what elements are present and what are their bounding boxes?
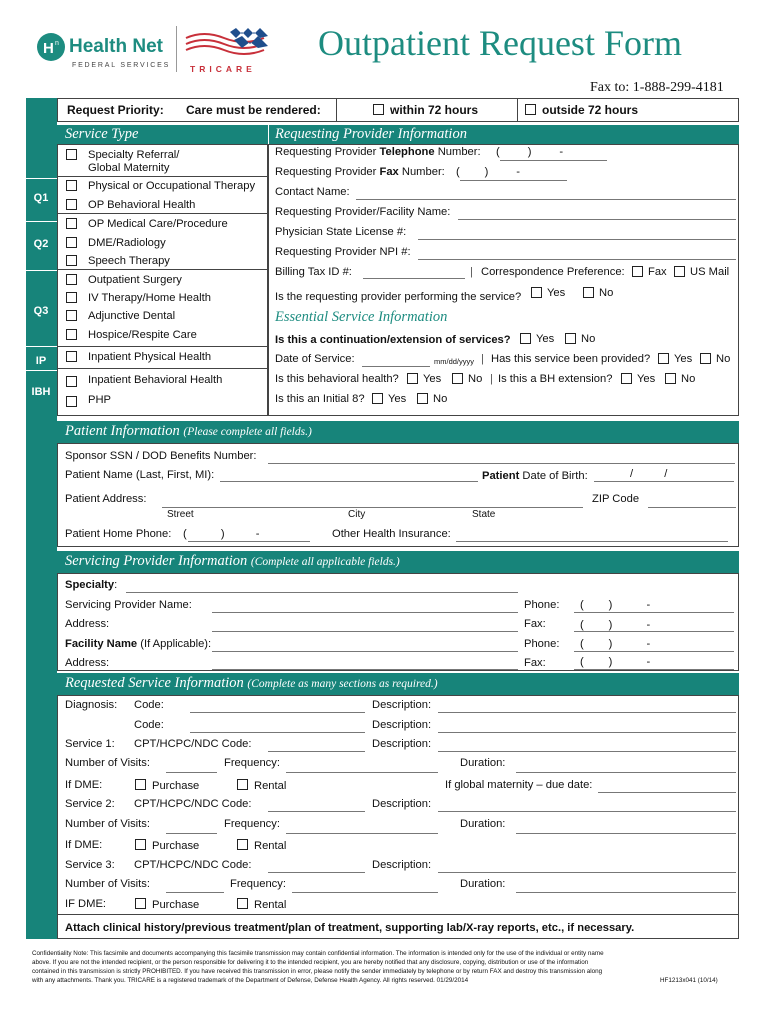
service-item: Outpatient Surgery <box>88 274 182 286</box>
provided-yes-label: Yes <box>674 353 693 365</box>
service-item: Global Maternity <box>88 162 170 174</box>
bh-ext-no-checkbox[interactable] <box>665 373 676 384</box>
initial8-yes-label: Yes <box>388 393 407 405</box>
divider <box>57 914 739 915</box>
service3-visits-field[interactable] <box>166 892 224 893</box>
tricare-logo <box>184 26 278 74</box>
tricare-wordmark: TRICARE <box>190 64 256 74</box>
servicing-phone-label: Phone: <box>524 599 560 611</box>
page-title: Outpatient Request Form <box>318 23 682 63</box>
performing-no-checkbox[interactable] <box>583 287 594 298</box>
specialty-referral-checkbox[interactable] <box>66 149 77 160</box>
service-item: OP Medical Care/Procedure <box>88 218 228 230</box>
visits-label: Number of Visits: <box>65 757 150 769</box>
service-item: PHP <box>88 394 112 406</box>
visits-label: Number of Visits: <box>65 878 150 890</box>
healthnet-logo-icon <box>36 32 66 62</box>
home-phone-label: Patient Home Phone: <box>65 528 172 540</box>
within-72-label: within 72 hours <box>390 103 479 117</box>
frequency-label: Frequency: <box>230 878 286 890</box>
phone-paren: ( ) - <box>496 146 564 158</box>
outside-72-checkbox[interactable] <box>525 104 536 115</box>
other-insurance-field[interactable] <box>456 541 728 542</box>
service-item: Adjunctive Dental <box>88 310 176 322</box>
sidebar-divider <box>26 346 57 347</box>
diag-code-label: Code: <box>134 719 164 731</box>
telephone-label: Requesting Provider Telephone Number: <box>275 146 481 158</box>
frequency-label: Frequency: <box>224 818 280 830</box>
diag-desc-field-2[interactable] <box>438 732 736 733</box>
service-type-title: Service Type <box>65 126 139 142</box>
cpt-label: CPT/HCPC/NDC Code: <box>134 738 252 750</box>
svg-text:n: n <box>55 40 59 47</box>
divider <box>268 125 269 144</box>
ssn-field[interactable] <box>268 463 735 464</box>
cpt-label: CPT/HCPC/NDC Code: <box>134 859 252 871</box>
bh-extension-label: Is this a BH extension? <box>498 373 613 385</box>
servicing-title: Servicing Provider Information (Complete all applicable fields.) <box>65 553 400 569</box>
service2-desc-field[interactable] <box>438 811 736 812</box>
service-item: Physical or Occupational Therapy <box>88 180 256 192</box>
continuation-no-label: No <box>581 333 596 345</box>
service2-rental-checkbox[interactable] <box>237 839 248 850</box>
corr-fax-checkbox[interactable] <box>632 266 643 277</box>
service-item: IV Therapy/Home Health <box>88 292 211 304</box>
purchase-label: Purchase <box>152 899 200 911</box>
servicing-fax-paren: ( ) - <box>580 619 651 631</box>
global-maternity-field[interactable] <box>598 792 736 793</box>
service-item: OP Behavioral Health <box>88 199 196 211</box>
npi-field[interactable] <box>418 259 736 260</box>
service-item: DME/Radiology <box>88 237 166 249</box>
specialty-field[interactable] <box>126 592 518 593</box>
provided-no-checkbox[interactable] <box>700 353 711 364</box>
frequency-label: Frequency: <box>224 757 280 769</box>
service3-cpt-field[interactable] <box>268 872 365 873</box>
contact-name-field[interactable] <box>356 199 736 200</box>
tax-id-field[interactable] <box>363 278 465 279</box>
continuation-label: Is this a continuation/extension of services? <box>275 334 511 346</box>
servicing-phone-paren: ( ) - <box>580 599 651 611</box>
service-item: Inpatient Physical Health <box>88 351 212 363</box>
inpatient-behavioral-checkbox[interactable] <box>66 376 77 387</box>
npi-label: Requesting Provider NPI #: <box>275 246 411 258</box>
op-medical-checkbox[interactable] <box>66 218 77 229</box>
divider <box>57 269 268 270</box>
dob-slashes: / / <box>630 468 668 480</box>
service1-label: Service 1: <box>65 738 115 750</box>
facility-label: Facility Name (If Applicable): <box>65 638 212 650</box>
hospice-checkbox[interactable] <box>66 329 77 340</box>
facility-address-label: Address: <box>65 657 110 669</box>
servicing-name-label: Servicing Provider Name: <box>65 599 192 611</box>
patient-title: Patient Information (Please complete all fields.) <box>65 423 312 439</box>
logo-name: Health Net <box>69 36 163 57</box>
speech-therapy-checkbox[interactable] <box>66 255 77 266</box>
patient-address-field[interactable] <box>162 507 583 508</box>
corr-mail-label: US Mail <box>690 266 730 278</box>
sidebar-divider <box>26 270 57 271</box>
service3-rental-checkbox[interactable] <box>237 898 248 909</box>
servicing-fax-label: Fax: <box>524 618 546 630</box>
service3-desc-field[interactable] <box>438 872 736 873</box>
rental-label: Rental <box>254 780 287 792</box>
service1-frequency-field[interactable] <box>286 772 438 773</box>
initial8-no-label: No <box>433 393 448 405</box>
separator: | <box>490 373 493 385</box>
service2-purchase-checkbox[interactable] <box>135 839 146 850</box>
if-dme-label: If DME: <box>65 839 103 851</box>
facility-phone-field[interactable] <box>574 651 734 652</box>
iv-therapy-checkbox[interactable] <box>66 292 77 303</box>
diag-code-label: Code: <box>134 699 164 711</box>
specialty-label: Specialty: <box>65 579 118 591</box>
bh-yes-checkbox[interactable] <box>407 373 418 384</box>
servicing-fax-field[interactable] <box>574 631 734 632</box>
bh-no-label: No <box>468 373 483 385</box>
service1-duration-field[interactable] <box>516 772 736 773</box>
date-of-service-field[interactable] <box>362 366 430 367</box>
patient-name-label: Patient Name (Last, First, MI): <box>65 469 215 481</box>
service2-label: Service 2: <box>65 798 115 810</box>
diag-code-field-2[interactable] <box>190 732 365 733</box>
op-behavioral-checkbox[interactable] <box>66 199 77 210</box>
city-hint: City <box>348 509 366 520</box>
service1-cpt-field[interactable] <box>268 751 365 752</box>
confidentiality-line: above. If you are not the intended recipient, or the person responsible for delivering it to the intended recipient, you are hereby notified that any disclosure, copying, distribution or use of the information <box>32 959 589 966</box>
dob-field[interactable] <box>594 481 734 482</box>
diag-desc-label: Description: <box>372 699 432 711</box>
service2-frequency-field[interactable] <box>286 833 438 834</box>
continuation-yes-checkbox[interactable] <box>520 333 531 344</box>
bh-yes-label: Yes <box>423 373 442 385</box>
separator: | <box>470 266 473 278</box>
diagnosis-label: Diagnosis: <box>65 699 118 711</box>
requested-title: Requested Service Information (Complete as many sections as required.) <box>65 675 438 691</box>
confidentiality-line: contained in this transmission is strictly PROHIBITED. If you have received this transmission in error, please notify the sender immediately by telephone or by return FAX and destroy this transmission along <box>32 968 603 975</box>
facility-fax-field[interactable] <box>574 669 734 670</box>
rental-label: Rental <box>254 899 287 911</box>
service3-purchase-checkbox[interactable] <box>135 898 146 909</box>
performing-yes-checkbox[interactable] <box>531 287 542 298</box>
sidebar <box>26 98 57 939</box>
servicing-name-field[interactable] <box>212 612 518 613</box>
continuation-yes-label: Yes <box>536 333 555 345</box>
service2-desc-label: Description: <box>372 798 432 810</box>
patient-address-label: Patient Address: <box>65 493 147 505</box>
facility-fax-label: Fax: <box>524 657 546 669</box>
logo-divider <box>176 26 177 72</box>
facility-phone-label: Phone: <box>524 638 560 650</box>
outside-72-label: outside 72 hours <box>542 103 639 117</box>
bh-no-checkbox[interactable] <box>452 373 463 384</box>
if-dme-label: IF DME: <box>65 898 107 910</box>
purchase-label: Purchase <box>152 840 200 852</box>
divider <box>57 346 268 347</box>
divider <box>517 98 518 122</box>
service2-duration-field[interactable] <box>516 833 736 834</box>
form-code: HF1213x041 (10/14) <box>660 977 718 984</box>
sidebar-divider <box>26 370 57 371</box>
dob-label: Patient Date of Birth: <box>482 470 588 482</box>
service2-cpt-field[interactable] <box>268 811 365 812</box>
tax-id-label: Billing Tax ID #: <box>275 266 352 278</box>
confidentiality-line: Confidentiality Note: This facsimile and documents accompanying this facsimile transmission may contain confidential information. The information is intended only for the use of the individual or entity name <box>32 950 604 957</box>
servicing-phone-field[interactable] <box>574 612 734 613</box>
divider <box>57 213 268 214</box>
street-hint: Street <box>167 509 194 520</box>
service-item: Hospice/Respite Care <box>88 329 197 341</box>
continuation-no-checkbox[interactable] <box>565 333 576 344</box>
group-q2: Q2 <box>33 238 49 250</box>
service1-purchase-checkbox[interactable] <box>135 779 146 790</box>
rental-label: Rental <box>254 840 287 852</box>
attach-note: Attach clinical history/previous treatment/plan of treatment, supporting lab/X-ray reports, etc., if necessary. <box>65 922 635 934</box>
performing-no-label: No <box>599 287 614 299</box>
group-q3: Q3 <box>33 305 49 317</box>
home-phone-paren: ( ) - <box>183 528 260 540</box>
divider <box>57 176 268 177</box>
outpatient-surgery-checkbox[interactable] <box>66 274 77 285</box>
performing-label: Is the requesting provider performing the service? <box>275 291 522 303</box>
diag-desc-label: Description: <box>372 719 432 731</box>
priority-label: Request Priority: <box>67 103 164 117</box>
service3-duration-field[interactable] <box>516 892 736 893</box>
svg-text:H: H <box>43 40 54 57</box>
priority-care-label: Care must be rendered: <box>186 103 321 117</box>
zip-label: ZIP Code <box>592 493 640 505</box>
bh-ext-yes-checkbox[interactable] <box>621 373 632 384</box>
adjunctive-dental-checkbox[interactable] <box>66 310 77 321</box>
facility-name-field[interactable] <box>458 219 736 220</box>
fax-paren: ( ) - <box>456 166 521 178</box>
separator: | <box>481 353 484 365</box>
initial8-yes-checkbox[interactable] <box>372 393 383 404</box>
bh-ext-no-label: No <box>681 373 696 385</box>
requesting-fax-field[interactable] <box>460 180 567 181</box>
initial8-label: Is this an Initial 8? <box>275 393 365 405</box>
within-72-checkbox[interactable] <box>373 104 384 115</box>
divider <box>57 368 268 369</box>
provided-no-label: No <box>716 353 731 365</box>
service3-frequency-field[interactable] <box>292 892 438 893</box>
confidentiality-line: with any attachments. Thank you. TRICARE is a registered trademark of the Department of Defense, Defense Health Agency. All rights reserved. 01/29/2014 <box>32 977 469 984</box>
duration-label: Duration: <box>460 818 506 830</box>
sidebar-divider <box>26 178 57 179</box>
divider <box>336 98 337 122</box>
ssn-label: Sponsor SSN / DOD Benefits Number: <box>65 450 257 462</box>
servicing-address-field[interactable] <box>212 631 518 632</box>
global-maternity-label: If global maternity – due date: <box>445 779 593 791</box>
service-item: Specialty Referral/ <box>88 149 180 161</box>
inpatient-physical-checkbox[interactable] <box>66 351 77 362</box>
service1-desc-label: Description: <box>372 738 432 750</box>
essential-title: Essential Service Information <box>275 309 448 325</box>
duration-label: Duration: <box>460 878 506 890</box>
facility-field[interactable] <box>212 651 518 652</box>
patient-name-field[interactable] <box>220 481 478 482</box>
home-phone-field[interactable] <box>188 541 310 542</box>
group-ip: IP <box>35 355 47 367</box>
service3-desc-label: Description: <box>372 859 432 871</box>
group-q1: Q1 <box>33 192 49 204</box>
pt-ot-checkbox[interactable] <box>66 180 77 191</box>
service2-visits-field[interactable] <box>166 833 217 834</box>
php-checkbox[interactable] <box>66 396 77 407</box>
corr-mail-checkbox[interactable] <box>674 266 685 277</box>
bh-label: Is this behavioral health? <box>275 373 399 385</box>
diag-code-field-1[interactable] <box>190 712 365 713</box>
logo-subtitle: FEDERAL SERVICES <box>72 62 171 69</box>
fax-label: Requesting Provider Fax Number: <box>275 166 445 178</box>
zip-field[interactable] <box>648 507 736 508</box>
provided-label: Has this service been provided? <box>491 353 651 365</box>
tricare-flag-icon <box>184 26 278 62</box>
other-insurance-label: Other Health Insurance: <box>332 528 451 540</box>
requesting-provider-title: Requesting Provider Information <box>275 126 467 142</box>
duration-label: Duration: <box>460 757 506 769</box>
bh-ext-yes-label: Yes <box>637 373 656 385</box>
facility-phone-paren: ( ) - <box>580 638 651 650</box>
state-hint: State <box>472 509 496 520</box>
purchase-label: Purchase <box>152 780 200 792</box>
performing-yes-label: Yes <box>547 287 566 299</box>
service3-label: Service 3: <box>65 859 115 871</box>
service-item: Inpatient Behavioral Health <box>88 374 223 386</box>
facility-fax-paren: ( ) - <box>580 656 651 668</box>
service1-rental-checkbox[interactable] <box>237 779 248 790</box>
contact-name-label: Contact Name: <box>275 186 350 198</box>
requesting-phone-field[interactable] <box>500 160 607 161</box>
dme-radiology-checkbox[interactable] <box>66 237 77 248</box>
facility-address-field[interactable] <box>212 669 518 670</box>
cpt-label: CPT/HCPC/NDC Code: <box>134 798 252 810</box>
servicing-address-label: Address: <box>65 618 110 630</box>
facility-name-label: Requesting Provider/Facility Name: <box>275 206 451 218</box>
service1-desc-field[interactable] <box>438 751 736 752</box>
diag-desc-field-1[interactable] <box>438 712 736 713</box>
state-license-field[interactable] <box>418 239 736 240</box>
state-license-label: Physician State License #: <box>275 226 407 238</box>
date-format-hint: mm/dd/yyyy <box>434 357 475 366</box>
sidebar-divider <box>26 221 57 222</box>
fax-to: Fax to: 1-888-299-4181 <box>590 80 724 95</box>
corr-fax-label: Fax <box>648 266 667 278</box>
date-of-service-label: Date of Service: <box>275 353 355 365</box>
service1-visits-field[interactable] <box>166 772 217 773</box>
initial8-no-checkbox[interactable] <box>417 393 428 404</box>
provided-yes-checkbox[interactable] <box>658 353 669 364</box>
service-item: Speech Therapy <box>88 255 170 267</box>
correspondence-label: Correspondence Preference: <box>481 266 625 278</box>
visits-label: Number of Visits: <box>65 818 150 830</box>
healthnet-logo <box>36 30 176 74</box>
group-ibh: IBH <box>31 386 51 398</box>
if-dme-label: If DME: <box>65 779 103 791</box>
